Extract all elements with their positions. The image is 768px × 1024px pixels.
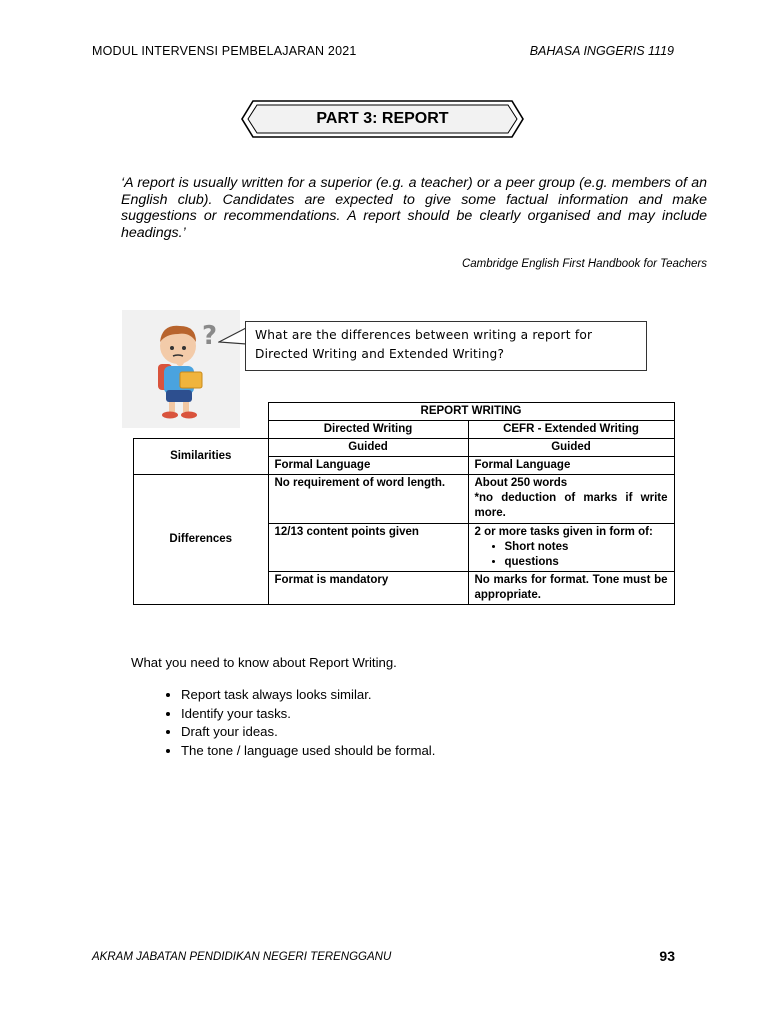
question-mark: ? [202, 321, 218, 351]
header-subject: BAHASA INGGERIS 1119 [529, 44, 674, 58]
list-item: • Report task always looks similar. [181, 686, 435, 705]
list-item: • questions [505, 555, 668, 570]
task-form-list [475, 540, 668, 570]
quote-source: Cambridge English First Handbook for Teachers [461, 258, 707, 270]
similarity-cefr-1: Guided [468, 439, 674, 457]
part-title: PART 3: REPORT [316, 110, 449, 127]
part-banner [241, 100, 524, 138]
similarity-cefr-2: Formal Language [468, 457, 674, 475]
table-title-row [134, 403, 675, 421]
difference-dw-3: Format is mandatory [268, 572, 468, 605]
report-definition-quote: ‘A report is usually written for a superior (e.g. a teacher) or a peer group (e.g. members of an English club). Candidates are expected to give some factual information and make suggestions or recommendations. A report should be clearly organised and may include headings.’ [121, 175, 707, 241]
guide-intro: What you need to know about Report Writing. [131, 655, 397, 670]
list-item: • Identify your tasks. [181, 705, 435, 724]
table-row [134, 475, 675, 524]
difference-cefr-1-line-2: *no deduction of marks if write more. [474, 492, 668, 519]
footer-organisation: AKRAM JABATAN PENDIDIKAN NEGERI TERENGGANU [92, 951, 392, 963]
page-number: 93 [659, 948, 675, 964]
difference-cefr-2-intro: 2 or more tasks given in form of: [474, 526, 653, 538]
column-header-cefr: CEFR - Extended Writing [468, 421, 674, 439]
difference-cefr-1 [468, 475, 674, 524]
difference-dw-2: 12/13 content points given [268, 524, 468, 572]
speech-bubble [245, 321, 647, 371]
difference-cefr-1-line-1: About 250 words [474, 477, 568, 489]
similarity-dw-1: Guided [268, 439, 468, 457]
similarities-label: Similarities [134, 439, 269, 475]
similarity-dw-2: Formal Language [268, 457, 468, 475]
header-module-title: MODUL INTERVENSI PEMBELAJARAN 2021 [92, 44, 357, 58]
bubble-line-2: Directed Writing and Extended Writing? [255, 347, 505, 361]
list-item: • The tone / language used should be formal. [181, 742, 435, 761]
report-writing-table [133, 402, 675, 605]
speech-bubble-tail [218, 326, 248, 350]
list-item: • Short notes [505, 540, 668, 555]
table-title: REPORT WRITING [268, 403, 674, 421]
difference-cefr-3: No marks for format. Tone must be appropriate. [468, 572, 674, 605]
table-row [134, 439, 675, 457]
differences-label: Differences [134, 475, 269, 605]
table-header-row [134, 421, 675, 439]
difference-cefr-2 [468, 524, 674, 572]
difference-dw-1: No requirement of word length. [268, 475, 468, 524]
guide-points-list [132, 686, 435, 760]
bubble-line-1: What are the differences between writing a report for [255, 328, 593, 342]
column-header-directed: Directed Writing [268, 421, 468, 439]
list-item: • Draft your ideas. [181, 723, 435, 742]
